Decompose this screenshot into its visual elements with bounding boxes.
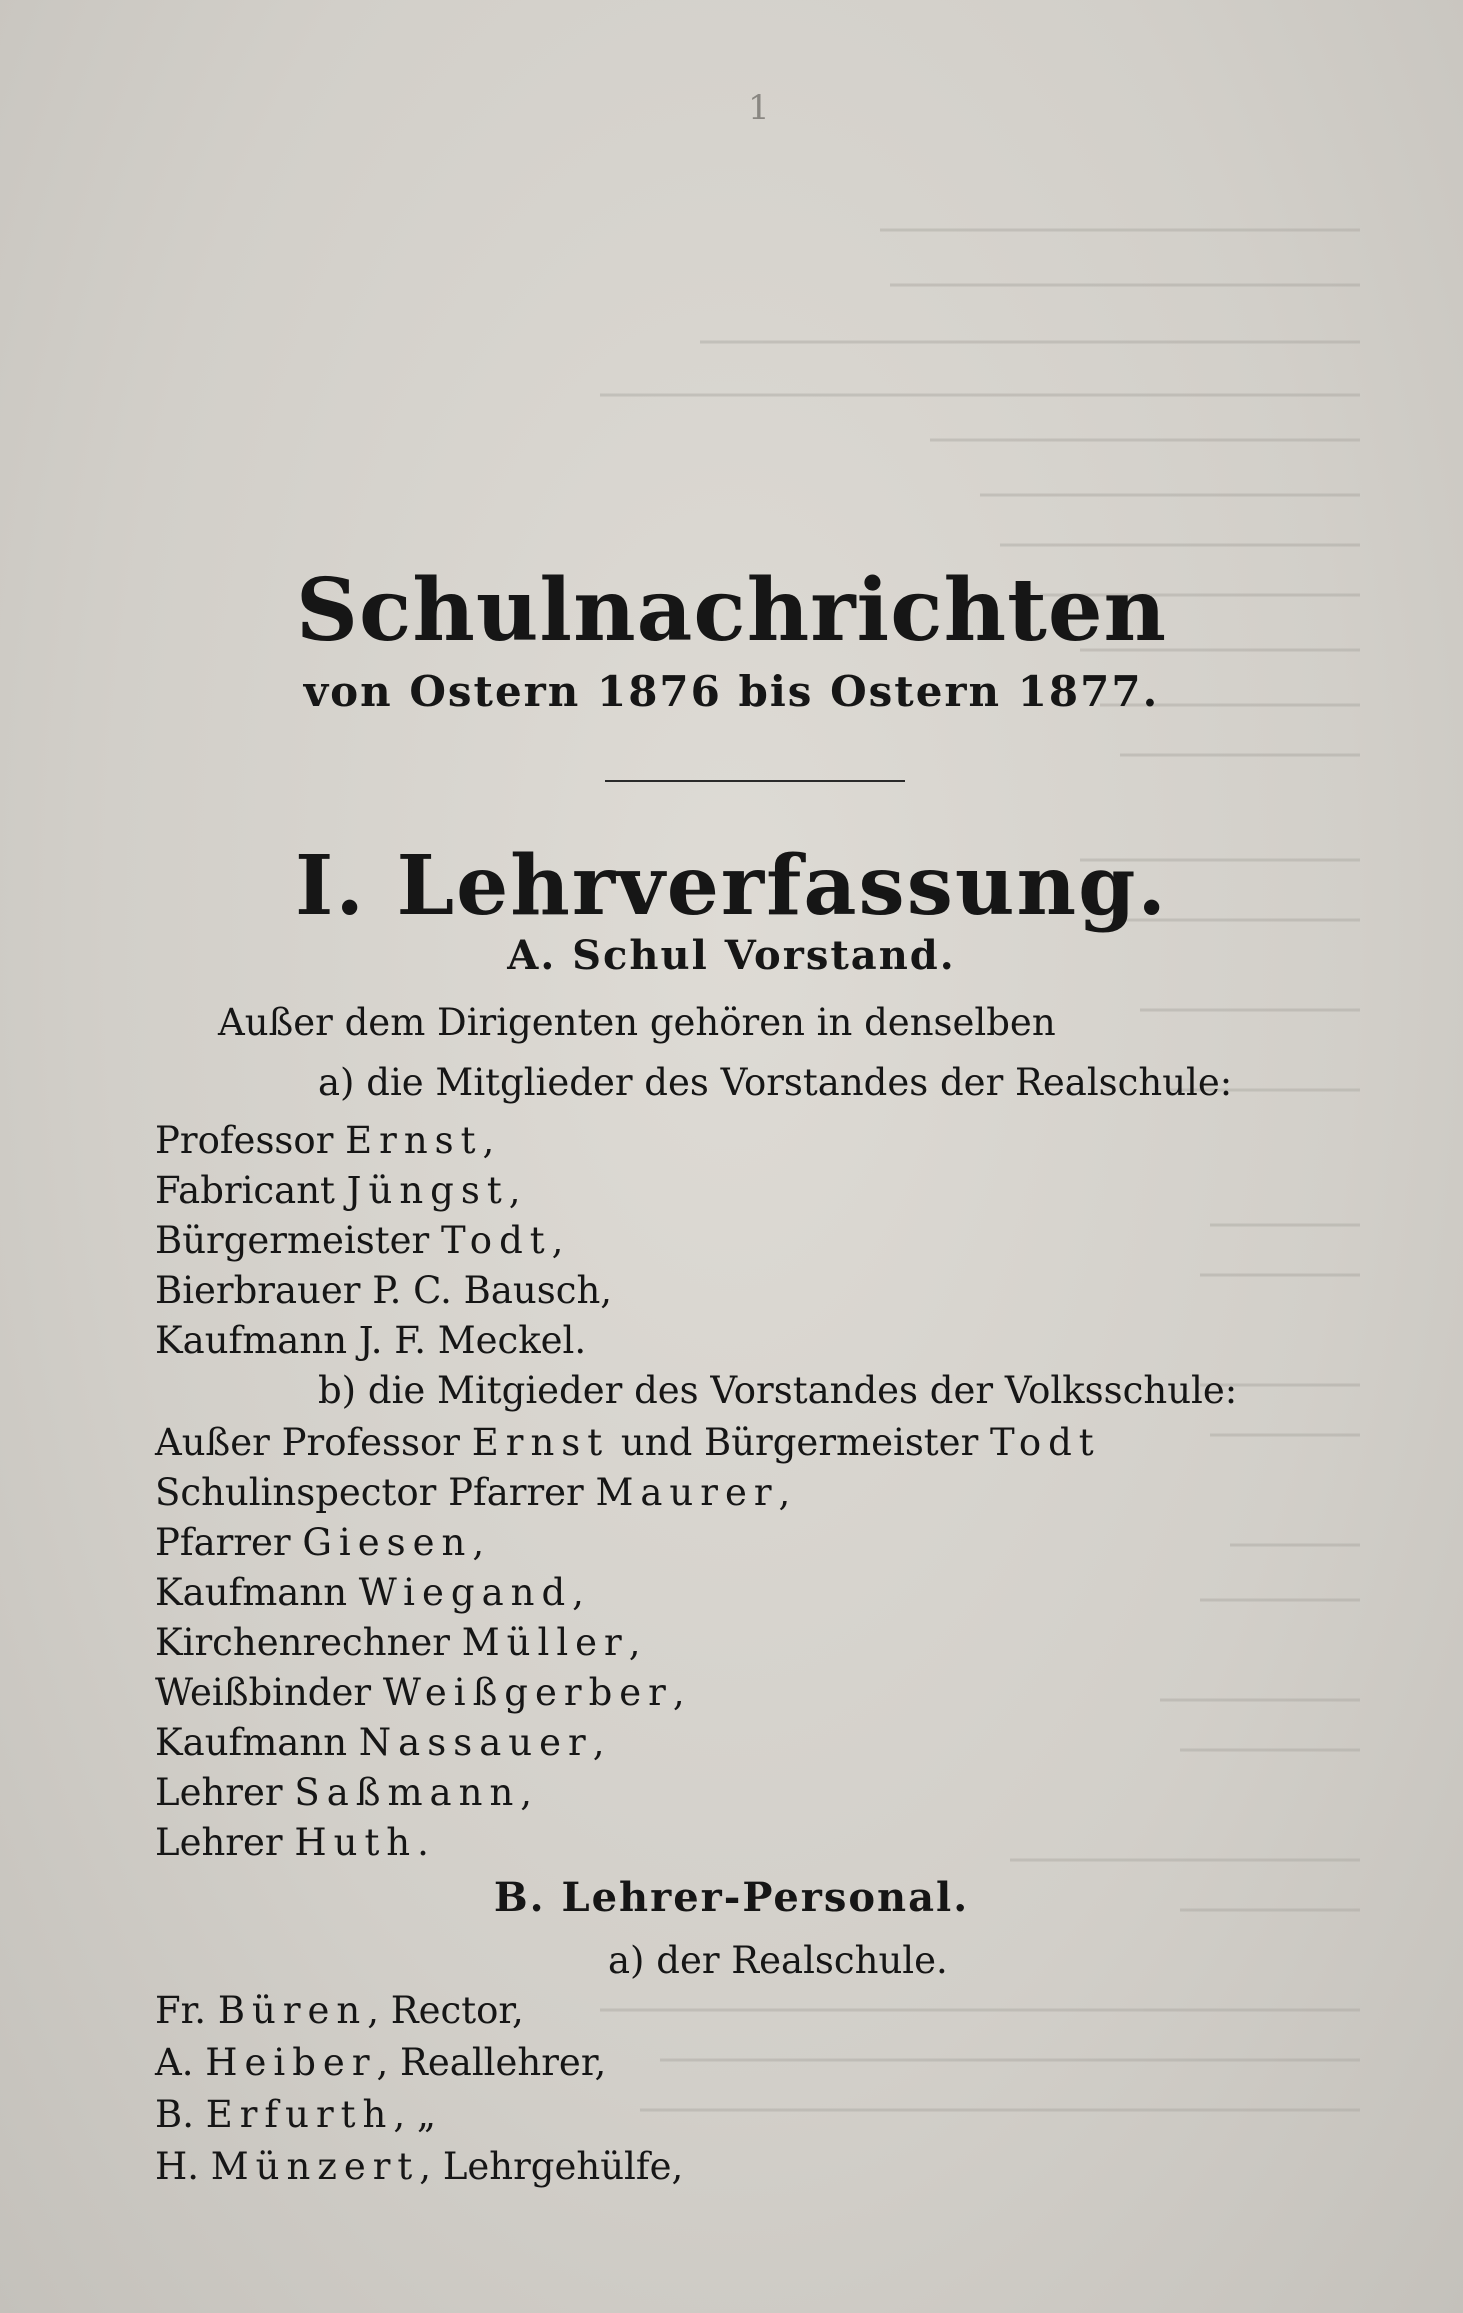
page-subtitle: von Ostern 1876 bis Ostern 1877. — [303, 667, 1160, 716]
list-item: Schulinspector Pfarrer Maurer, — [155, 1471, 791, 1514]
list-item: Pfarrer Giesen, — [155, 1521, 485, 1564]
intro-line: Außer dem Dirigenten gehören in denselben — [218, 1001, 1056, 1044]
list-item: Lehrer Saßmann, — [155, 1771, 533, 1814]
list-item: Kaufmann Nassauer, — [155, 1721, 605, 1764]
list-item: Lehrer Huth. — [155, 1821, 429, 1864]
list-item: Bürgermeister Todt, — [155, 1219, 564, 1262]
group-a-heading: a) die Mitglieder des Vorstandes der Realschule: — [318, 1061, 1233, 1104]
section-heading: I. Lehrverfassung. — [295, 838, 1168, 934]
list-item: B. Erfurth, „ — [155, 2093, 437, 2136]
list-item: Weißbinder Weißgerber, — [155, 1671, 685, 1714]
list-item: A. Heiber, Reallehrer, — [155, 2041, 607, 2084]
page-number: 1 — [748, 88, 770, 128]
group-b-heading: b) die Mitgieder des Vorstandes der Volksschule: — [318, 1369, 1238, 1412]
list-item: Kaufmann J. F. Meckel. — [155, 1319, 587, 1362]
title-divider — [605, 780, 905, 782]
list-item: Bierbrauer P. C. Bausch, — [155, 1269, 613, 1312]
group-b-intro: Außer Professor Ernst und Bürgermeister Todt — [155, 1421, 1101, 1464]
subsection-heading-b: B. Lehrer-Personal. — [493, 1874, 970, 1921]
staff-heading: a) der Realschule. — [608, 1939, 948, 1982]
list-item: Fr. Büren, Rector, — [155, 1989, 524, 2032]
list-item: Professor Ernst, — [155, 1119, 495, 1162]
list-item: Fabricant Jüngst, — [155, 1169, 521, 1212]
page-title: Schulnachrichten — [295, 560, 1168, 661]
list-item: H. Münzert, Lehrgehülfe, — [155, 2145, 684, 2188]
list-item: Kirchenrechner Müller, — [155, 1621, 641, 1664]
subsection-heading-a: A. Schul Vorstand. — [507, 932, 956, 979]
list-item: Kaufmann Wiegand, — [155, 1571, 584, 1614]
